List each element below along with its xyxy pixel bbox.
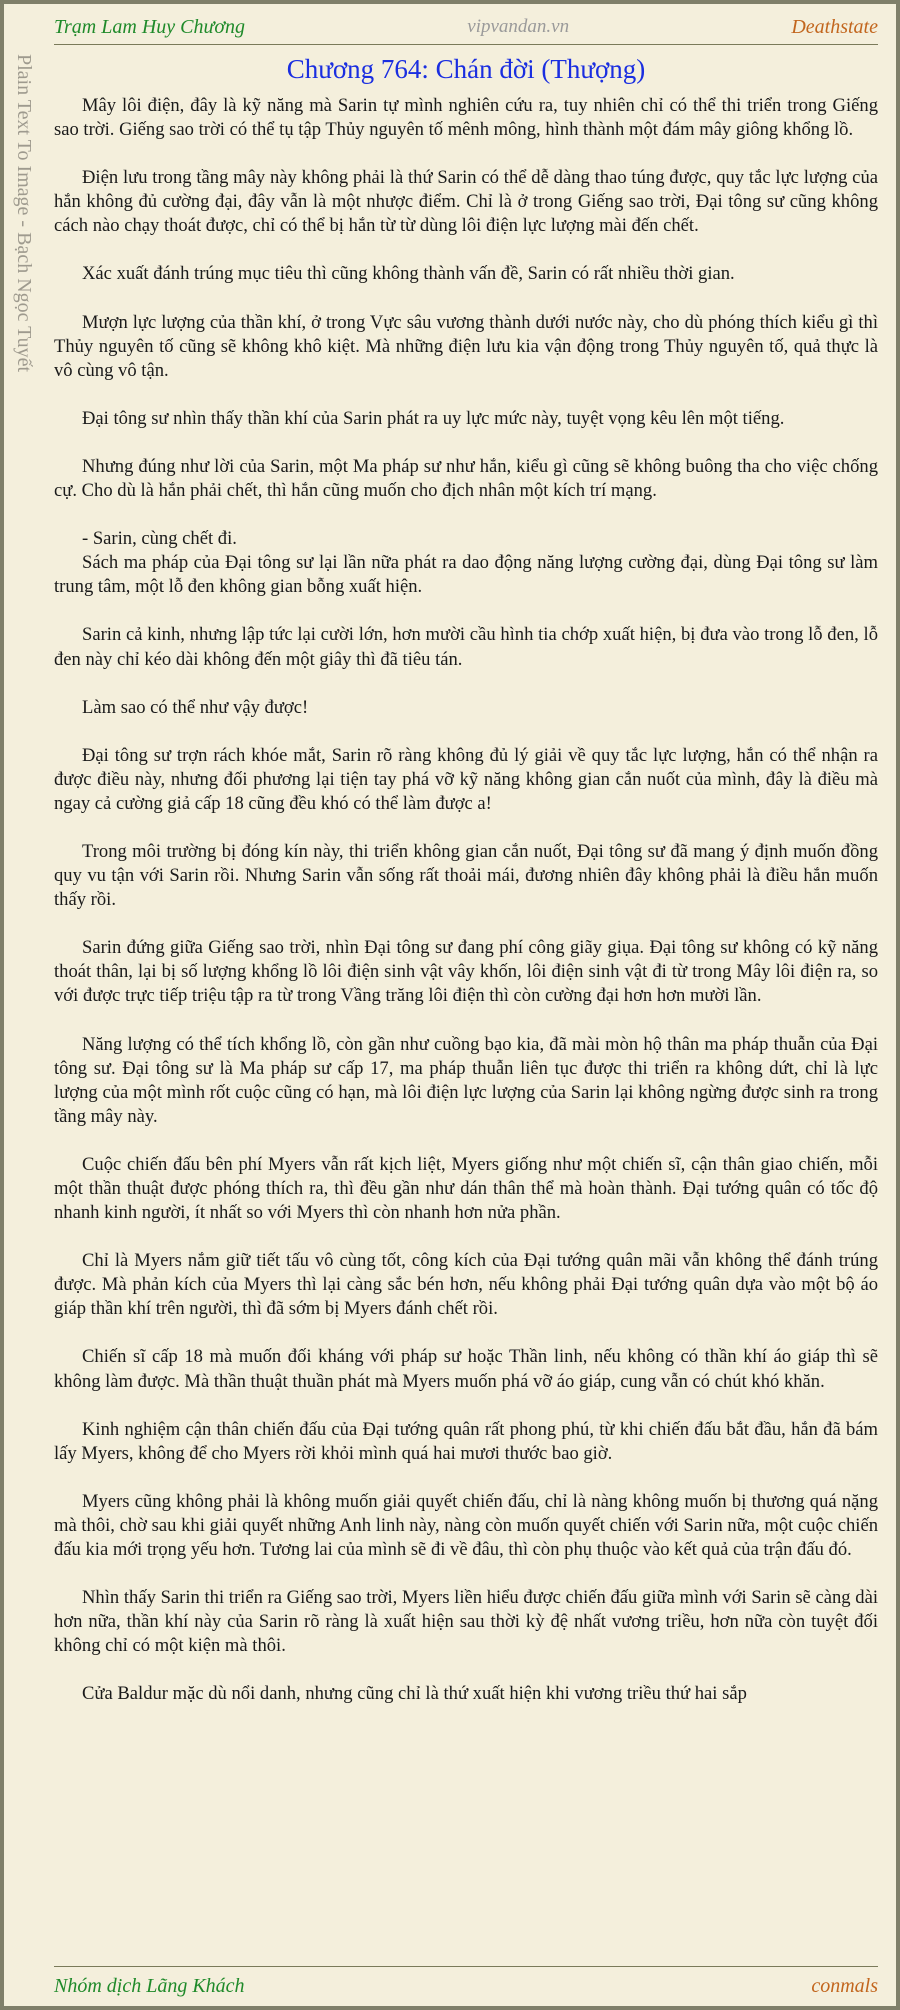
paragraph: Trong môi trường bị đóng kín này, thi triển không gian cắn nuốt, Đại tông sư đã mang ý định muốn đồng quy vu tận với Sarin rồi. Nhưng Sarin vẫn sống rất thoải mái, đương nhiên đây không phải là điều hắn muốn thấy rồi. <box>54 840 878 911</box>
chapter-title: Chương 764: Chán đời (Thượng) <box>286 54 646 84</box>
paragraph: Chỉ là Myers nắm giữ tiết tấu vô cùng tốt, công kích của Đại tướng quân mãi vẫn không thể đánh trúng được. Mà phản kích của Myers thì lại càng sắc bén hơn, nếu không phải Đại tướng quân dựa vào một bộ áo giáp thần khí trên người, thì đã sớm bị Myers đánh chết rồi. <box>54 1250 878 1320</box>
paragraph: Nhưng đúng như lời của Sarin, một Ma pháp sư như hắn, kiểu gì cũng sẽ không buông tha cho việc chống cự. Cho dù là hắn phải chết, thì hắn cũng muốn cho địch nhân một kích trí mạng. <box>54 455 878 502</box>
paragraph: - Sarin, cùng chết đi. <box>82 528 237 550</box>
header-author: Deathstate <box>791 15 878 38</box>
footer-uploader: conmals <box>811 1974 878 1997</box>
header-site-name: Trạm Lam Huy Chương <box>54 15 246 38</box>
footer <box>54 1972 878 2000</box>
side-watermark-text: Plain Text To Image - Bạch Ngọc Tuyết <box>13 54 35 373</box>
chapter-body <box>54 94 878 1950</box>
paragraph: Xác xuất đánh trúng mục tiêu thì cũng không thành vấn đề, Sarin có rất nhiều thời gian. <box>82 263 735 285</box>
paragraph: Sách ma pháp của Đại tông sư lại lần nữa phát ra dao động năng lượng cường đại, dùng Đại tông sư làm trung tâm, một lỗ đen không gian bỗng xuất hiện. <box>54 552 878 598</box>
paragraph: Kinh nghiệm cận thân chiến đấu của Đại tướng quân rất phong phú, từ khi chiến đấu bắt đầu, hắn đã bám lấy Myers, không để cho Myers rời khỏi mình quá hai mươi thước bao giờ. <box>54 1418 878 1464</box>
footer-divider <box>54 1966 878 1967</box>
paragraph: Đại tông sư nhìn thấy thần khí của Sarin phát ra uy lực mức này, tuyệt vọng kêu lên một tiếng. <box>82 407 785 429</box>
paragraph: Cửa Baldur mặc dù nổi danh, nhưng cũng chỉ là thứ xuất hiện khi vương triều thứ hai sắp <box>82 1683 747 1705</box>
paragraph: Đại tông sư trợn rách khóe mắt, Sarin rõ ràng không đủ lý giải về quy tắc lực lượng, hắn có thể nhận ra được điều này, nhưng đối phương lại tiện tay phá vỡ kỹ năng không gian cắn nuốt của mình, đây là điều mà ngay cả cường giả cấp 18 cũng đều khó có thể làm được a! <box>54 744 878 814</box>
header-divider <box>54 44 878 45</box>
footer-group-name: Nhóm dịch Lãng Khách <box>54 1974 245 1997</box>
paragraph: Cuộc chiến đấu bên phí Myers vẫn rất kịch liệt, Myers giống như một chiến sĩ, cận thân giao chiến, mỗi một thần thuật được phóng thích ra, thì đều gần như dán thân thể mà hoàn thành. Đại tướng quân có tốc độ nhanh kinh người, ít nhất so với Myers thì còn nhanh hơn nửa phần. <box>54 1153 878 1224</box>
paragraph: Chiến sĩ cấp 18 mà muốn đối kháng với pháp sư hoặc Thần linh, nếu không có thần khí áo giáp thì sẽ không làm được. Mà thần thuật thuần phát mà Myers muốn phá vỡ áo giáp, cung vẫn có chút khó khăn. <box>54 1346 878 1392</box>
paragraph: Làm sao có thể như vậy được! <box>82 696 309 718</box>
paragraph: Năng lượng có thể tích khổng lồ, còn gần như cuồng bạo kia, đã mài mòn hộ thân ma pháp thuẫn của Đại tông sư. Đại tông sư là Ma pháp sư cấp 17, ma pháp thuẫn liên tục được thi triển ra không dứt, chỉ là lực lượng của một mình rốt cuộc cũng có hạn, mà lôi điện lực lượng của Sarin lại không ngừng được sinh ra trong tầng mây này. <box>54 1033 878 1127</box>
side-watermark <box>10 54 40 454</box>
paragraph: Mây lôi điện, đây là kỹ năng mà Sarin tự mình nghiên cứu ra, tuy nhiên chỉ có thể thi triển trong Giếng sao trời. Giếng sao trời có thể tụ tập Thủy nguyên tố mênh mông, hình thành một đám mây giông khổng lồ. <box>54 95 878 141</box>
paragraph: Nhìn thấy Sarin thi triển ra Giếng sao trời, Myers liền hiểu được chiến đấu giữa mình với Sarin sẽ càng dài hơn nữa, thần khí này của Sarin rõ ràng là xuất hiện sau thời kỳ đệ nhất vương triều, hơn nữa còn tuyệt đối không chỉ có một kiện mà thôi. <box>54 1587 878 1657</box>
header-url: vipvandan.vn <box>467 16 570 37</box>
paragraph: Mượn lực lượng của thần khí, ở trong Vực sâu vương thành dưới nước này, cho dù phóng thích kiểu gì thì Thủy nguyên tố cũng sẽ không khô kiệt. Mà những điện lưu kia vận động trong Thủy nguyên tố, quả thực là vô cùng vô tận. <box>54 311 878 381</box>
paragraph: Điện lưu trong tầng mây này không phải là thứ Sarin có thể dễ dàng thao túng được, quy tắc lực lượng của hắn không đủ cường đại, đây vẫn là một nhược điểm. Chỉ là ở trong Giếng sao trời, Đại tông sư cũng không cách nào chạy thoát được, chỉ có thể bị hắn từ từ dùng lôi điện lực lượng mài đến chết. <box>54 167 878 237</box>
header <box>54 12 878 42</box>
paragraph: Sarin cả kinh, nhưng lập tức lại cười lớn, hơn mười cầu hình tia chớp xuất hiện, bị đưa vào trong lỗ đen, lỗ đen này chỉ kéo dài không đến một giây thì đã tiêu tán. <box>54 624 878 670</box>
paragraph: Myers cũng không phải là không muốn giải quyết chiến đấu, chỉ là nàng không muốn bị thương quá nặng mà thôi, chờ sau khi giải quyết những Anh linh này, nàng còn muốn quyết chiến với Sarin nữa, một cuộc chiến đấu kia mới trọng yếu hơn. Tương lai của mình sẽ đi về đâu, thì còn phụ thuộc vào kết quả của trận đấu đó. <box>54 1490 878 1561</box>
paragraph: Sarin đứng giữa Giếng sao trời, nhìn Đại tông sư đang phí công giãy giụa. Đại tông sư không có kỹ năng thoát thân, lại bị số lượng khổng lồ lôi điện sinh vật vây khốn, lôi điện sinh vật đi từ trong Mây lôi điện ra, so với được trực tiếp triệu tập ra từ trong Vầng trăng lôi điện thì còn cường đại hơn hơn mười lần. <box>54 937 878 1007</box>
